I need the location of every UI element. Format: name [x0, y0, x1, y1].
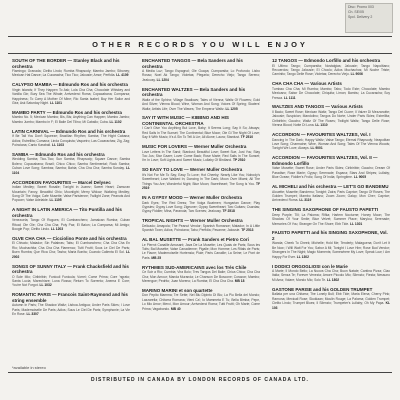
sticker-line: Spcl. Delivery 2 [348, 15, 373, 19]
album-entry [272, 81, 390, 100]
album-title: MAMBO PARTY — Edmundo Ros and his orchestra [12, 109, 122, 115]
album-entry [272, 155, 390, 179]
track-list: Indian Medley; Sweet Rosalie; Tonight in Juarez; Sweet Heart; Zamuran Mountain; Fancy; Beautiful Ohio; Moonlight; Merry Widow; Waltzing Medley; Song Of The Volga; Cafe Musette; Valse Parisienne; Twilight Zone; Peanuts And Popcorn; Valse Adelaide. [12, 185, 130, 203]
album-tracks [272, 269, 390, 282]
track-list: El Chivato; Matador; Sin Palabras; Tabu; El Cumbanchero; Cha Cha Cha En Rio; Muchachita; Cha Cha Cha Flamenco; Tutti Frutti; Sous Le Ciel De Paris; Buen Rumba; Que Rica Cha; Tasha; Maria Bonita; Cuando Calienta El Sol. [12, 241, 130, 255]
catalog-number: TP 2510 [232, 158, 246, 163]
album-tracks [272, 241, 390, 259]
album-entry [142, 265, 260, 284]
track-list: Le Pierrot Canaille Amusant; Java De La Musette; Les Quais de Paris; Sous les Toits; Bal Musette; Valse Canadienne; Pigalle; Mon Homme; Les Ritals de Paris; Le Fiacre; Mademoiselle Hortensia; Pluie; Paris Canaille; La Seine; Le Pont de Paris. [142, 242, 260, 260]
catalog-number: MB 18 [234, 278, 245, 283]
catalog-number: LL 1205 [225, 106, 238, 111]
album-entry [12, 152, 130, 175]
catalog-column-2 [142, 58, 260, 316]
stereo-note: *available in stereo [12, 365, 46, 370]
album-title: OLVE CHA CHA — Cicciolino Ponte and his orchestra [12, 235, 127, 241]
album-tracks [12, 218, 130, 231]
catalog-number: LL 1104 [12, 166, 130, 175]
album-entry [12, 207, 130, 231]
album-entry [142, 218, 260, 232]
album-title: TROPICAL NIGHTS — Werner Muller Orchestra [142, 218, 243, 224]
track-list: Autumn In Paris; The Shadow Waltz; Lisboa Antigua; Under Paris Skies; I Love Paris; Mademoiselle De Paris; Adios; Sous Le Ciel De Paris; Symphonie; La Vie En Rose. [12, 303, 130, 317]
album-tracks [142, 270, 260, 283]
album-tracks [272, 190, 390, 203]
catalog-number: LL 1101 [49, 101, 62, 106]
album-tracks [142, 293, 260, 311]
album-entry [142, 144, 260, 163]
album-title: ENCHANTED WALTZES — Bela Sanders and his orchestra [142, 86, 246, 98]
album-title: WALTZES AND TANGOS — Various Artists [272, 104, 363, 110]
album-tracks [272, 166, 390, 179]
track-list: Valse Musette; Sweet Rose; Under Paris Skies; Ciribiribin; Gaucho; Dream Of Paradise; Rose Marie; Gypsy; Serenade; Espana; Stars And Stripes; Lullaby; Blue Ocean; Fiddler's Frolic; Song Of India; Springtime. [272, 166, 390, 180]
catalog-number: LL 1310 [315, 123, 328, 128]
album-tracks [12, 69, 130, 78]
catalog-number: LL 1204 [156, 77, 169, 82]
album-title: ACCORDION — FAVOURITES WALTZES, Vol. II — Edmondo Lorfillo [272, 155, 378, 166]
catalog-number: LL 9006 [350, 72, 363, 77]
album-tracks [142, 224, 260, 233]
price-sticker [345, 3, 393, 33]
track-list: Venezuela; Tango Of Rogues; El Cumbanchero; Jamaican Rumba; Cuban Ritual; Ole Ole; Cha Cha Cha; Poly Paz; El Baion; La Comparsa; Mi Amigo; Boogie Pop; Cielito Lindo. [12, 218, 130, 232]
album-title: FAUSTO PAPETTI and his SINGING SAXOPHONE, Vol. 2 [272, 230, 388, 241]
catalog-number: LL 1802 [326, 277, 340, 282]
track-list: It's Not For Me To Say; Easy To Love; Hot Cheeky; Nearly Like You; Nobody's Sweetheart; Love Walked In; Dancing In The Dark; Moon Over Miami; All The Things You Are; Wonderful Night; Blue Moon; Sweetheart; The Song Is You. [142, 172, 260, 186]
album-title: SO EASY TO LOVE — Werner Muller Orchestra [142, 167, 243, 173]
album-title: AL BAL MUSETTE — Frank Sanders et Pietro Cori [142, 237, 249, 243]
footer-rule [8, 372, 392, 373]
album-entry [142, 87, 260, 111]
album-tracks [142, 98, 260, 111]
album-title: THE SINGING SAXOPHONE OF FAUSTO PAPETTI [272, 207, 379, 213]
catalog-number: TF 2513 [241, 228, 254, 233]
catalog-number: LL 1203 [50, 227, 64, 232]
catalog-number: MB 25 [151, 255, 162, 260]
track-list: Don Pepito Mamma; Tre Sette; Nel Blu Dipinto Di Blu; La Piu Bella del Mondo; Lazzarella; Chitarra Romana; Vieni Ca'; Io Mammeta E Tu; Bella Bimba; Pepe, Lo Mio Amor; Merci, Mon Amour; Arrivederci Roma; Tutti Frutti; Oh Marie; Come Prima; Vagabondo. [142, 293, 260, 311]
album-entry [12, 129, 130, 148]
distributor-line: DISTRIBUTED IN CANADA BY LONDON RECORDS OF CANADA LTD. [91, 377, 309, 383]
album-tracks [142, 150, 260, 163]
album-entry [142, 58, 260, 82]
album-tracks [272, 110, 390, 128]
album-title: MUSIC FOR LOVERS — Werner Muller Orchestra [142, 144, 247, 150]
album-title: SOUTH OF THE BORDER — Stanley Black and his orchestra [12, 58, 120, 69]
album-title: GASTONE PARISE and his GOLDEN TRUMPET [272, 286, 373, 292]
track-list: Waltz of the Sphinx; Village Swallows; Tales of Vienna; Waltz Of Flowers; Gold And Silver; Vienna Blood; Wine, Woman And Song; Voices Of Spring; Skaters' Waltz; Artists Life; Over The Waves; The Emperor Waltz. [142, 97, 260, 111]
album-title: CHA CHA CHA — Various Artists [272, 81, 342, 87]
album-entry [272, 184, 390, 203]
track-list: Ballata per una Chitarra; The Lonely Bull; Ebb Tide; Maria Elena; Cherry Pink; Ramona; Mexicali Rose; Skokiaan; Moulin Rouge; La Paloma; Golden Trumpet; Cielito Lindo; Trumpet Blues; Il Silenzio; Trumpeter's Lullaby; Oh My Papa. [272, 292, 390, 306]
album-entry [12, 292, 130, 316]
track-list: Dancing In The Dark; Happy Waltz; Valse Tango; Eternal Rhapsody; Neapolitan Love Song; Charmaine; Wine, Woman And Song; Tales Of The Vienna Woods; Tonight We Love; Always. [272, 137, 390, 151]
album-entry [142, 237, 260, 260]
album-entry [12, 264, 130, 288]
track-list: Tumbao Cha Cha; Mi Rumba; Mambo; Tabu; Todo Este; Chocolate; Mambo Mexicano; Sabor De Chocolate; Chiquita; Limon; Bambu; La Cucaracha; Soy Fresca. [272, 86, 390, 100]
album-entry [142, 195, 260, 214]
header-rule-top [8, 36, 392, 37]
album-tracks [12, 88, 130, 106]
album-tracks [12, 303, 130, 316]
catalog-number: LL 1302 [296, 254, 309, 259]
catalog-number: KL 103 [272, 301, 390, 310]
track-list: Wedding Samba; Tico-Tico; Sun Samba; Rhapsody; Square Dance; Samba Bolero; Copacabana; Brazil; Chico Chico; Samba Sentimental; Rock Samba; Cuban Love Song; Sambas; Samba; Bahia; Cha Cha Cha; Samba Sunday. [12, 157, 130, 171]
album-title: 12 TANGOS — Edmondo Lorfillo and his orchestra [272, 58, 381, 63]
album-title: AL MICHELI and his orchestra — LET'S GO BANDEMU [272, 184, 389, 189]
album-title: SAY IT WITH MUSIC — KIBBNO AND HIS CONTINENTAL ORCHESTRA [142, 115, 229, 126]
track-list: Delicado; Amapola; The Peanut Vendor; Spanish Romance; Matador; In A Little Spanish Town; Adios; Poinciana; Tabu; Perfidia; Pavanne; Jalousie. [142, 223, 260, 233]
album-entry [12, 110, 130, 124]
track-list: Flamingo; Granada; Cielito Lindo; Rumba Rhapsody; Mambo Jambo; Siboney; Mexican Hat Dance; La Cucaracha; Tico Tico; Jalousie; Amor; Perfidia. [12, 69, 130, 78]
catalog-number: LL 1111 [283, 95, 296, 100]
track-list: El Ultimo Tango; Cumparsita; Nostalgias; Jalousie; Tango Napolitano; Recuerdos; Tango Jalousie; El Choclo; Adios Muchachos; Mi Noche Triste; Caminito; Tango Delle Rose; Violetas; Derecho Viejo. [272, 63, 390, 77]
album-title: ENCHANTED TANGOS — Bela Sanders and his orchestra [142, 58, 243, 69]
album-tracks [12, 134, 130, 147]
album-entry [12, 58, 130, 78]
album-title: LATIN CARNIVAL — Edmundo Ros and his orchestra [12, 128, 126, 134]
track-list: I Can't Give You Anything But Love, Baby; It Seems Long; Say It So; Always; Red Sails In The Sunset; The Continental; Blue Moon; Ole Gi The Night Of Love; Say It With Music; It's A Sin To Tell A Lie; All Alone; Laura; Stardust. [142, 126, 260, 140]
track-list: Mambo No. 5; Mexican Mambo; Bis, Bis; Anything Can Happen; Mambo Jambo; Mambo Jumbo; Mambo in F; El Baile Del Tilino; Mi Caballo; Cuba. [12, 115, 130, 124]
album-title: SAMBA — Edmundo Ros and his orchestra [12, 151, 105, 157]
track-list: Ce Soir a Rio; Cumbia; Vira Bolo; Tres Tangos Del Baile; Chica Chica; Cha Cha Cha; Mon Amour; Manda Muranda; Le Chanson De Boscone; Corazon; Mambo; Merengue; Pedrito; Juan Moreno; La Rumba; El Cha Cha Cha. [142, 270, 260, 283]
catalog-number: LL 1102 [109, 119, 122, 124]
album-entry [272, 58, 390, 77]
album-entry [12, 82, 130, 105]
catalog-column-1 [12, 58, 130, 321]
catalog-number: LL 1301 [350, 221, 363, 226]
catalog-number: LL 3119 [299, 198, 312, 203]
album-tracks [12, 275, 130, 288]
album-entry [272, 104, 390, 127]
album-title: ROMANTIC PARIS — Francois Saint-Raymond and his string ensemble [12, 292, 128, 303]
catalog-number: LL 9005 [353, 175, 367, 180]
track-list: Love Letters In The Sand; Stardust; Beautiful Love; Sweet Sue, Just You; Stay Too Jus; Star Gazer; Lover Come Back; Rose Marie; Red Sails In The Sunset; I'm In Love; Soft Lights and Sweet Music; Lullaby Of Birdland. [142, 149, 260, 163]
album-entry [142, 167, 260, 190]
catalog-number: MB 40 [170, 306, 181, 311]
album-tracks [12, 115, 130, 124]
track-list: Alouette; Musette; Bandemu; Tonight; Zaira; Paris Caprice; Tango Of Roses; The Golden Trumpet; Mambo Italiano; Zoom Zoom; Galop; Mon Cher; Caprice; Arrivederci Roma. [272, 189, 390, 203]
sticker-line: Ch. SE/05 [348, 10, 364, 14]
catalog-number: LL 2002 [12, 250, 131, 259]
catalog-number: LL 3307 [26, 312, 39, 317]
catalog-number: TF 2510 [240, 135, 254, 140]
album-title: ACCORDEON FAVOURITES — Marcel Delysec [12, 179, 111, 185]
album-tracks [272, 64, 390, 77]
catalog-columns [12, 58, 390, 363]
album-tracks [272, 213, 390, 226]
catalog-column-3 [272, 58, 390, 314]
sticker-line: Disc: Promo 003 [348, 5, 374, 9]
album-title: ACCORDION — FAVOURITES WALTZES, Vol. I [272, 132, 371, 138]
album-tracks [142, 126, 260, 139]
album-tracks [142, 201, 260, 214]
album-entry [12, 180, 130, 203]
track-list: Il Bacio; Sweet Rose; Mexican Waltz; Tango Del Cuore; Il Valzer Di Mezzanotte; Jalousie; Suspicion; Mandolino; Tangos Do Norte; Under Paris Skies; Estrellita; Ciribiribin; Gaucho; Waltz Of The Roses; Twilight Waltz; Tango Delle Rose; Vienna Blood; Notte Di Luna. [272, 109, 390, 128]
album-entry [272, 207, 390, 226]
page-title: OTHER RECORDS YOU WILL ENJOY [92, 40, 308, 49]
album-tracks [142, 243, 260, 261]
album-entry [272, 264, 390, 283]
catalog-number: LL 1103 [51, 143, 65, 148]
catalog-number: LL 1032 [39, 283, 52, 288]
track-list: A Media Luz; Tango Espagnol; Ole Guapa; Cumparsita; Lo Profundo; Lisbo Rosso; Noel Ak Tango; Violetas; Plegaria; Derecho Viejo; Tango Sereno; Jealousy. [142, 69, 260, 82]
album-tracks [12, 157, 130, 175]
album-entry [12, 236, 130, 259]
catalog-number: LL 1105 [49, 198, 62, 203]
album-entry [142, 288, 260, 311]
album-entry [272, 287, 390, 310]
track-list: O Sole Mio; Ciribiribin; Funiculi Funicula; Vorrei; Come Prima; Core 'ngrato; Santa Lucia; Marechiare; Luna Rossa; Return To Sorrento; Anema E Core; You're Not Forgot. [12, 274, 130, 288]
album-title: I DODICI ORGOGLIOSI con le Marie [272, 263, 348, 269]
album-tracks [12, 185, 130, 203]
album-title: A NIGHT IN LATIN AMERICA — Tito Puntilla and his orchestra [12, 207, 122, 218]
catalog-number: TF 2519 [142, 181, 260, 191]
track-list: Virgin Islands; If They Happen To Ask; Lola Cha Cha; Chocolate Whiskey and Vanilla Gin; Bury Sea The Whale; Arrivederci Roma; Copacabana; Comparsa; Happiness; To Carry A Mother Of Mine; Rio Santa Isabel; Buy Her Sailor and Gira; Ask Saturday Night. [12, 87, 130, 106]
track-list: Deep Purple; Till; La Paloma; Rifka; Harlem Nocturne; Honey Moon; The Shadow Of Your Smile; Blue Velvet; Summer Place; Marylou; Serenade; Memories Of You; Stranger On The Shore; Ebb Tide. [272, 212, 390, 226]
catalog-number: LL 9001 [310, 146, 323, 151]
album-tracks [142, 69, 260, 82]
album-title: SONGS OF SUNNY ITALY — Frank Chacksfield and his orchestra [12, 263, 129, 275]
album-title: CALYPSO MAMBA — Edmundo Ros and his orchestra [12, 82, 128, 88]
album-tracks [272, 292, 390, 310]
album-entry [272, 132, 390, 151]
catalog-number: TF 2518 [222, 209, 235, 214]
album-entry [272, 230, 390, 259]
header-rule-bottom [8, 53, 392, 54]
album-tracks [272, 87, 390, 100]
album-title: MARINO MARINI et son quartette [142, 287, 213, 293]
track-list: If Be Tall You Don't Squeeze; Brazilian Rhythm; Samba; The Hight Cabana; Adios; Estrellita; Cumana; Linda Conquista; Vaqueiro; Las Cucarachas; Zig, Zag; Poinciana; Canto Karabali. [12, 134, 130, 148]
album-entry [142, 115, 260, 139]
album-title: IN A GYPSY MOOD — Werner Muller Orchestra [142, 195, 243, 200]
album-title: RYTHMES SUD-AMERICAINS avec los Trés Chile [142, 264, 247, 270]
track-list: Dark Eyes; The Red Dress; The Volga Boatmen; Hungarian Dance; Play Gypsies; Gypsy Love Song; Zigeuner; Gypsy Sweetheart; Two Guitars; Csardas; Gypsy Fiddler; Mina, Paranoia; Two Scenes; Jealousy. [142, 200, 260, 214]
album-tracks [12, 241, 130, 259]
album-tracks [272, 138, 390, 151]
track-list: A Marie; Il Mondo Bello; La Nuova Cha Cha; Buon Natale; Cantina Pizza; Ciao Italia; Senza Te; Forever Venezia; Amore Piccolo Mio; Silenzio; Fiesta; Nessuno Mi Ama; Volare; Mondo Mio; Solo Te. [272, 269, 390, 282]
track-list: Wanda; Cheek To Cheek; Michelle; Hold Me; Tenderly; Malaguena; Don't Let It Be Now; I Will Wait For You; Sabor A Mi; Tonight I Love Him; Rose Bud Vendor; Strangers In The Night; Magic Moments; Somewhere My Love; Speak Low; I Am Happy For Ever. [272, 241, 390, 259]
catalog-number: LL 4109 [116, 73, 129, 78]
album-tracks [142, 173, 260, 191]
